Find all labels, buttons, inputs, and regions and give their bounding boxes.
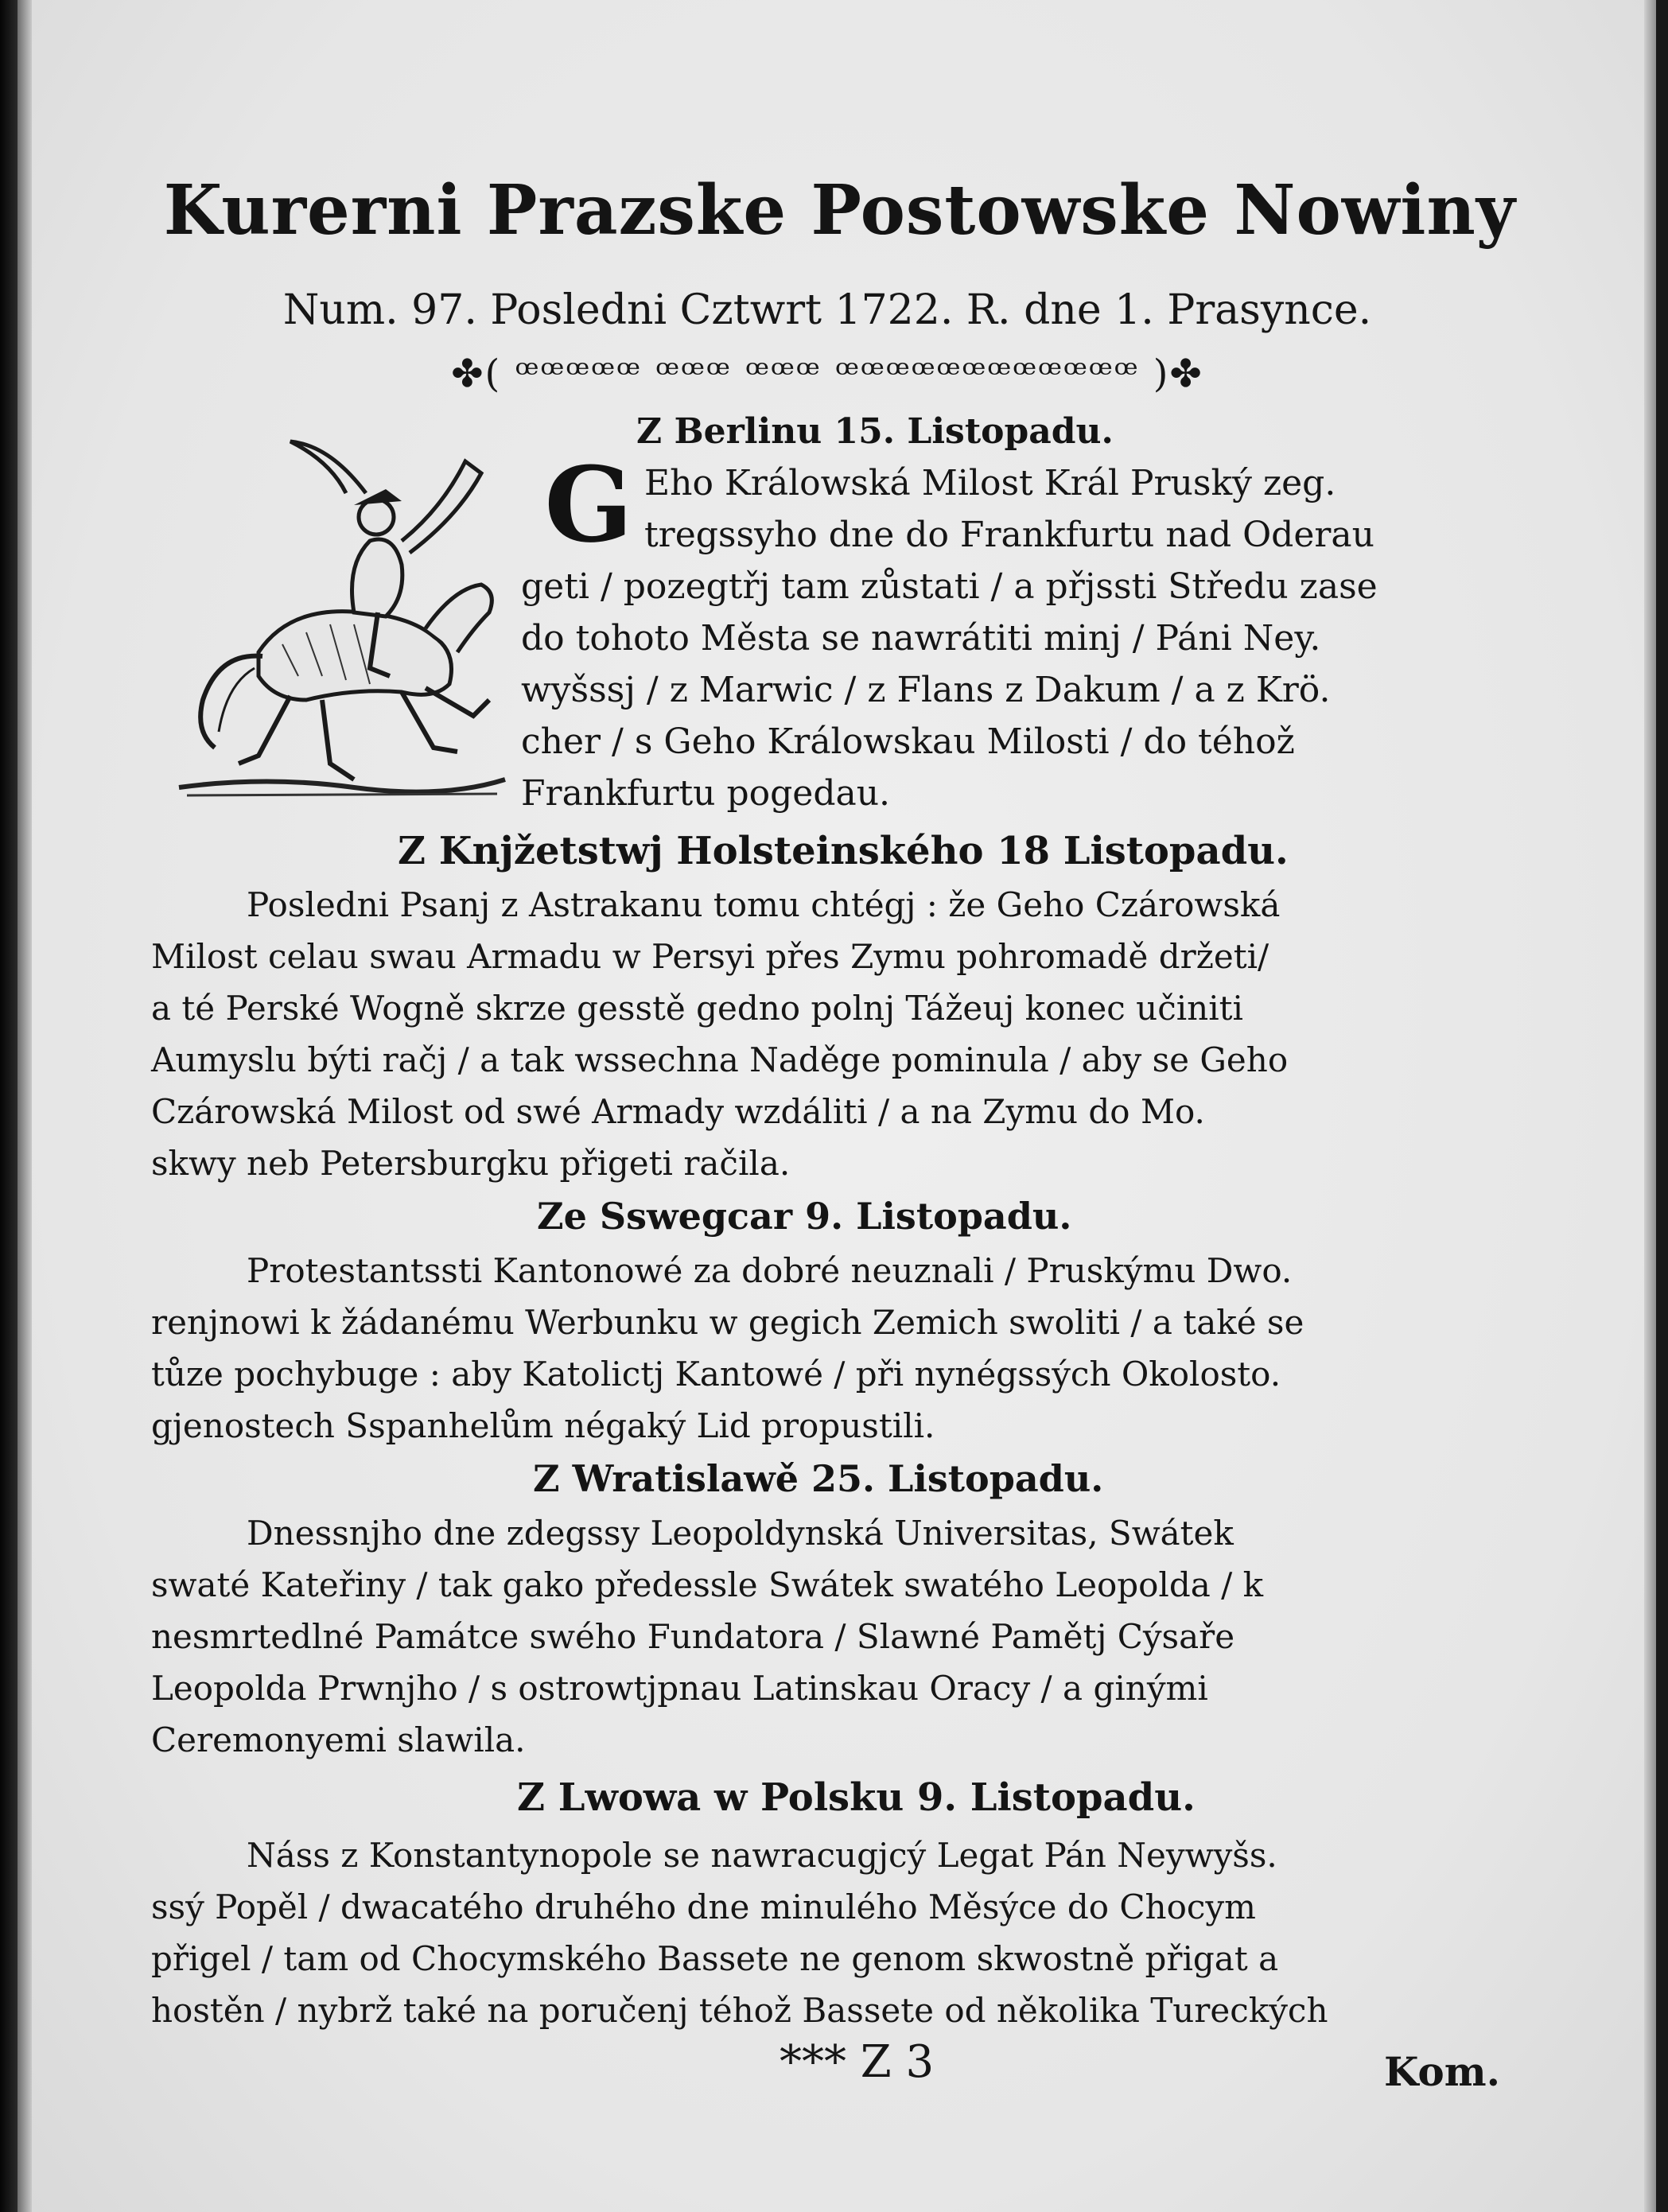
text-line: renjnowi k žádanému Werbunku w gegich Zemich swoliti / a také se (151, 1303, 1304, 1342)
text-line: hostěn / nybrž také na poručenj téhož Bassete od několika Tureckých (151, 1991, 1328, 2030)
page-gutter-shadow (17, 0, 32, 2212)
section-heading-wratislaw: Z Wratislawě 25. Listopadu. (533, 1457, 1104, 1500)
section-heading-switzerland: Ze Sswegcar 9. Listopadu. (537, 1195, 1072, 1238)
text-line: Milost celau swau Armadu w Persyi přes Zymu pohromadě držeti/ (151, 937, 1269, 976)
section-heading-berlin: Z Berlinu 15. Listopadu. (636, 411, 1114, 452)
text-line: do tohoto Města se nawrátiti minj / Páni Ney. (521, 618, 1321, 659)
text-line: Náss z Konstantynopole se nawracugjcý Legat Pán Neywyšs. (247, 1836, 1277, 1875)
text-line: Dnessnjho dne zdegssy Leopoldynská Universitas, Swátek (247, 1514, 1234, 1553)
text-line: Aumyslu býti račj / a tak wssechna Naděge pominula / aby se Geho (151, 1040, 1289, 1079)
text-line: Frankfurtu pogedau. (521, 773, 891, 814)
signature-mark: *** Z 3 (780, 2036, 935, 2088)
text-line: přigel / tam od Chocymského Bassete ne genom skwostně přigat a (151, 1939, 1279, 1978)
text-line: Czárowská Milost od swé Armady wzdáliti / a na Zymu do Mo. (151, 1092, 1205, 1131)
text-line: ssý Popěl / dwacatého druhého dne minulého Měsýce do Chocym (151, 1887, 1256, 1926)
text-line: gjenostech Sspanhelům négaký Lid propustili. (151, 1406, 935, 1445)
catchword: Kom. (1384, 2048, 1501, 2095)
text-line: cher / s Geho Králowskau Milosti / do téhož (521, 721, 1295, 762)
horseman-woodcut-illustration (171, 414, 513, 819)
page-right-edge (1644, 0, 1656, 2212)
book-spine (0, 0, 17, 2212)
text-line: tregssyho dne do Frankfurtu nad Oderau (644, 515, 1374, 555)
text-line: swaté Kateřiny / tak gako předessle Swátek swatého Leopolda / k (151, 1565, 1264, 1604)
text-line: a té Perské Wogně skrze gesstě gedno polnj Tážeuj konec učiniti (151, 989, 1243, 1028)
issue-line: Num. 97. Posledni Cztwrt 1722. R. dne 1. Prasynce. (282, 286, 1372, 334)
text-line: Ceremonyemi slawila. (151, 1720, 526, 1759)
text-line: nesmrtedlné Památce swého Fundatora / Slawné Pamětj Cýsaře (151, 1617, 1235, 1656)
section-heading-holstein: Z Knjžetstwj Holsteinského 18 Listopadu. (398, 829, 1289, 873)
text-line: Posledni Psanj z Astrakanu tomu chtégj : že Geho Czárowská (247, 885, 1281, 924)
drop-cap-letter: G (544, 444, 633, 566)
ornament-row: ✤( ꟹꟹꟹꟹꟹ ꟹꟹꟹ ꟹꟹꟹ ꟹꟹꟹꟹꟹꟹꟹꟹꟹꟹꟹꟹ )✤ (451, 352, 1203, 396)
text-line: tůze pochybuge : aby Katolictj Kantowé / při nynégssých Okolosto. (151, 1355, 1281, 1394)
text-line: Leopolda Prwnjho / s ostrowtjpnau Latinskau Oracy / a ginými (151, 1669, 1208, 1708)
text-line: geti / pozegtřj tam zůstati / a přjssti Středu zase (521, 566, 1378, 607)
text-line: skwy neb Petersburgku přigeti račila. (151, 1144, 791, 1183)
text-line: Protestantssti Kantonowé za dobré neuznali / Pruskýmu Dwo. (247, 1251, 1293, 1290)
section-heading-lwow: Z Lwowa w Polsku 9. Listopadu. (517, 1775, 1196, 1820)
text-line: Eho Králowská Milost Král Pruský zeg. (644, 463, 1336, 503)
newspaper-page (32, 0, 1656, 2212)
masthead-title: Kurerni Prazske Postowske Nowiny (163, 170, 1516, 251)
text-line: wyšssj / z Marwic / z Flans z Dakum / a z Krö. (521, 670, 1331, 710)
